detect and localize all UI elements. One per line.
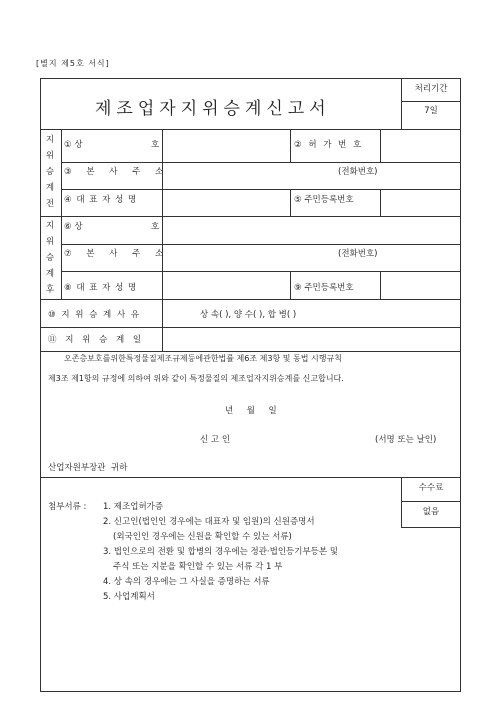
declaration-line-1: 오존층보호를위한특정물질제조규제등에관한법률 제6조 제3항 및 동법 시행규칙	[64, 354, 342, 363]
divider	[290, 189, 291, 217]
fee-label: 수수료	[418, 483, 444, 493]
before-id-label: ⑤ 주민등록번호	[294, 195, 354, 205]
signer-label: 신 고 인	[200, 435, 231, 445]
reason-value: 상 속( ), 양 수( ), 합 병( )	[200, 310, 297, 320]
sign-note: (서명 또는 날인)	[375, 435, 437, 445]
divider	[401, 501, 461, 502]
before-name-label: ① 상 호	[64, 140, 160, 150]
succession-date-label: ⑪ 지 위 승 계 일	[48, 335, 145, 345]
after-address-label: ⑦ 본 사 주 소	[64, 249, 170, 259]
processing-period-value: 7일	[424, 106, 438, 116]
after-id-label: ⑨ 주민등록번호	[294, 283, 354, 293]
after-rep-label: ⑧ 대 표 자 성 명	[64, 283, 138, 293]
divider	[162, 129, 163, 351]
before-permit-label: ② 허 가 번 호	[294, 140, 364, 150]
attachment-item: (외국인인 경우에는 신원을 확인할 수 있는 서류)	[113, 532, 292, 542]
divider	[41, 216, 460, 217]
divider	[61, 244, 460, 245]
attachment-item: 5. 사업계획서	[103, 592, 155, 602]
after-phone-label: (전화번호)	[338, 249, 378, 259]
after-side-label: 지위승계후	[45, 221, 55, 295]
divider	[41, 477, 460, 478]
divider	[380, 189, 381, 217]
attachment-item: 2. 신고인(법인인 경우에는 대표자 및 임원)의 신원증명서	[103, 517, 315, 527]
before-phone-label: (전화번호)	[338, 167, 378, 177]
divider	[401, 101, 461, 102]
attachments-label: 첨부서류 :	[48, 502, 87, 512]
recipient: 산업자원부장관 귀하	[48, 463, 128, 473]
before-address-label: ③ 본 사 주 소	[64, 167, 170, 177]
divider	[61, 162, 460, 163]
attachment-item: 1. 제조업허가증	[103, 502, 164, 512]
divider	[41, 351, 460, 352]
divider	[41, 327, 460, 328]
after-name-label: ⑥ 상 호	[64, 222, 160, 232]
before-rep-label: ④ 대 표 자 성 명	[64, 195, 138, 205]
form-number-label: [별지 제5호 서식]	[36, 59, 110, 68]
divider	[61, 189, 460, 190]
divider	[61, 271, 460, 272]
form-title: 제조업자지위승계신고서	[95, 99, 331, 119]
reason-label: ⑩ 지 위 승 계 사 유	[48, 310, 141, 320]
declaration-date: 년 월 일	[225, 406, 277, 416]
declaration-line-2: 제3조 제1항의 규정에 의하여 위와 같이 특정물질의 제조업자지위승계를 신고합니다.	[48, 374, 344, 383]
divider	[380, 271, 381, 299]
divider	[41, 299, 460, 300]
attachment-item: 3. 법인으로의 전환 및 합병의 경우에는 정관·법인등기부등본 및	[103, 547, 339, 557]
divider	[290, 129, 291, 163]
divider	[380, 129, 381, 163]
before-side-label: 지위승계전	[45, 135, 55, 209]
fee-value: 없음	[422, 507, 440, 517]
divider	[61, 129, 62, 299]
divider	[41, 129, 460, 130]
attachment-item: 4. 상 속의 경우에는 그 사실을 증명하는 서류	[103, 577, 270, 587]
attachment-item: 주식 또는 지분을 확인할 수 있는 서류 각 1 부	[113, 562, 283, 572]
divider	[290, 271, 291, 299]
processing-period-label: 처리기간	[414, 84, 448, 94]
divider	[401, 527, 461, 528]
